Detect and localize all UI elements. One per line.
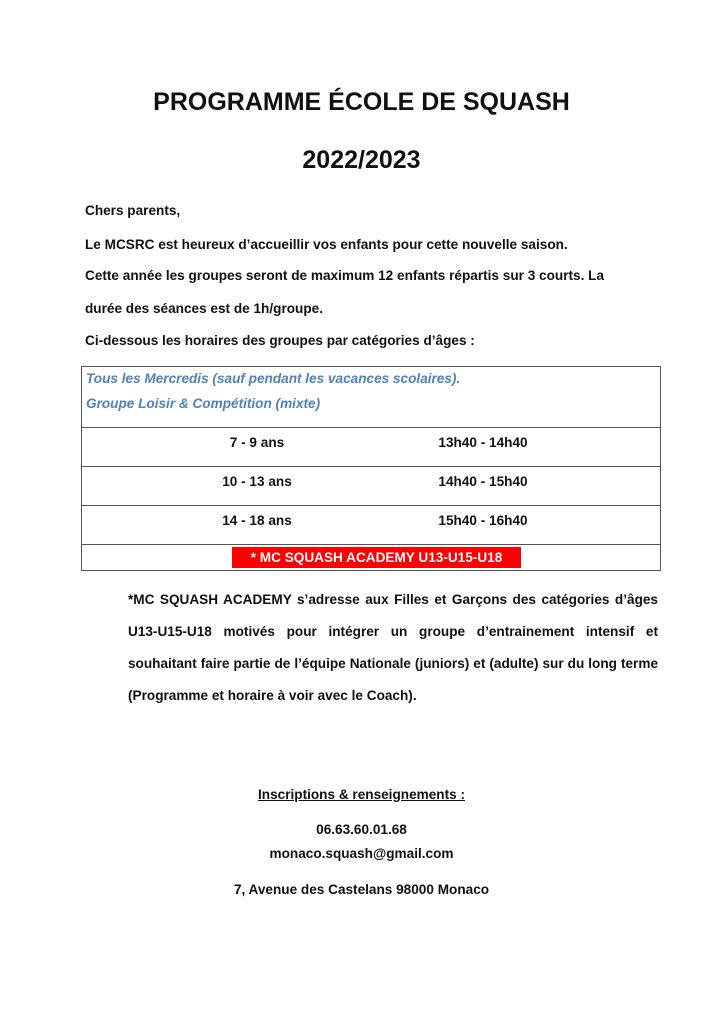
contact-email: monaco.squash@gmail.com <box>269 846 454 861</box>
schedule-header <box>82 367 660 428</box>
contact-address: 7, Avenue des Castelans 98000 Monaco <box>233 882 490 897</box>
academy-row <box>82 545 660 570</box>
schedule-row <box>82 467 660 506</box>
contact-phone: 06.63.60.01.68 <box>316 822 407 837</box>
academy-description: *MC SQUASH ACADEMY s’adresse aux Filles et Garçons des catégories d’âges U13-U15-U18 motivés pour intégrer un groupe d’entrainement intensif et souhaitant faire partie de l’équipe Nationale (juniors) et (adulte) sur du long terme (Programme et horaire à voir avec le Coach). <box>128 592 658 703</box>
schedule-table <box>81 366 661 571</box>
greeting: Chers parents, <box>85 203 181 218</box>
intro-paragraph-line: Le MCSRC est heureux d’accueillir vos enfants pour cette nouvelle saison. <box>85 237 568 252</box>
intro-paragraph-line: durée des séances est de 1h/groupe. <box>85 301 323 316</box>
intro-paragraph-line: Ci-dessous les horaires des groupes par catégories d’âges : <box>85 333 475 348</box>
age-group: 7 - 9 ans <box>229 435 285 450</box>
season-year: 2022/2023 <box>302 146 421 174</box>
schedule-row <box>82 506 660 545</box>
schedule-row <box>82 428 660 467</box>
time-slot: 14h40 - 15h40 <box>438 474 528 489</box>
contact-heading-text: Inscriptions & renseignements : <box>258 787 465 802</box>
time-slot: 13h40 - 14h40 <box>438 435 528 450</box>
contact-heading <box>0 787 723 802</box>
schedule-group-type: Groupe Loisir & Compétition (mixte) <box>86 396 321 411</box>
age-group: 10 - 13 ans <box>222 474 292 489</box>
intro-paragraph-line: Cette année les groupes seront de maximum 12 enfants répartis sur 3 courts. La <box>85 268 604 283</box>
time-slot: 15h40 - 16h40 <box>438 513 528 528</box>
academy-badge: * MC SQUASH ACADEMY U13-U15-U18 <box>232 547 521 568</box>
schedule-day-note: Tous les Mercredis (sauf pendant les vacances scolaires). <box>86 371 461 386</box>
document-title: PROGRAMME ÉCOLE DE SQUASH <box>153 88 570 116</box>
age-group: 14 - 18 ans <box>222 513 292 528</box>
